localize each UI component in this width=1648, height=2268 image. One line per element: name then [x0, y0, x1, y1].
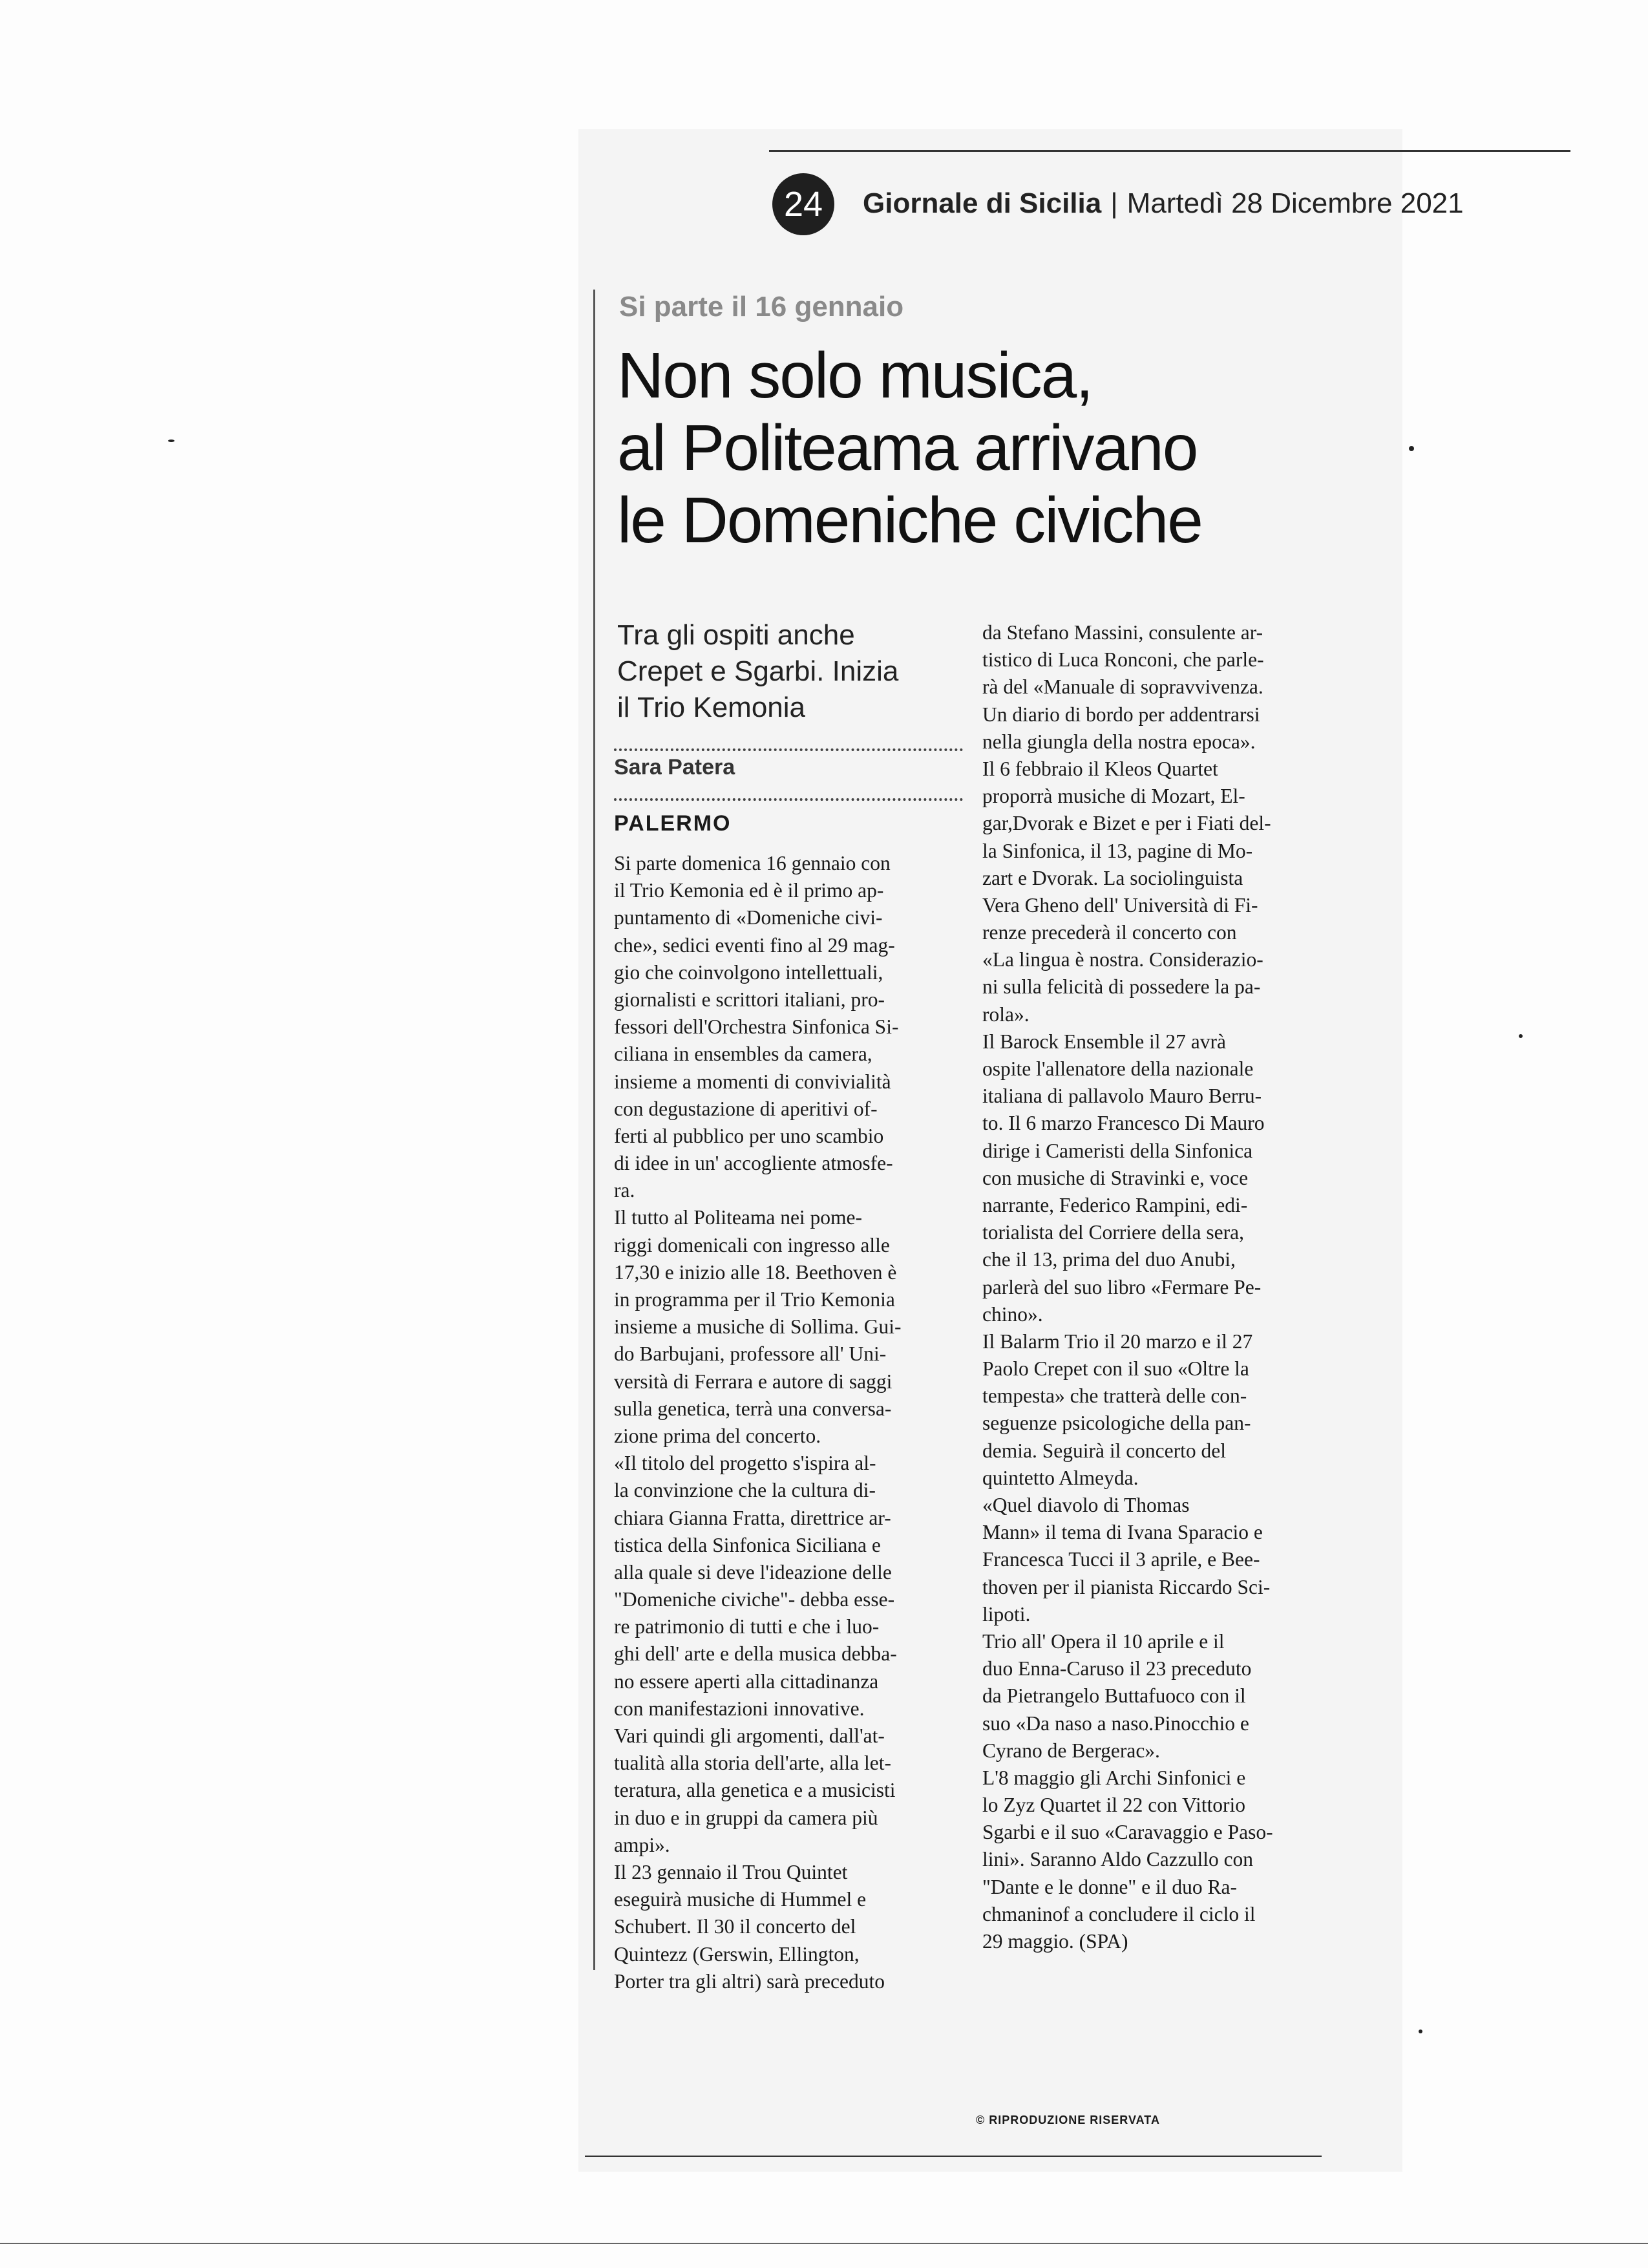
- article-text-line: Schubert. Il 30 il concerto del: [614, 1915, 856, 1938]
- subhead-line: Crepet e Sgarbi. Inizia: [617, 655, 899, 687]
- article-dateline: PALERMO: [614, 811, 732, 836]
- article-author: Sara Patera: [614, 755, 735, 779]
- article-text-line: la Sinfonica, il 13, pagine di Mo-: [982, 839, 1253, 862]
- article-text-line: eseguirà musiche di Hummel e: [614, 1888, 867, 1911]
- article-text-line: ciliana in ensembles da camera,: [614, 1043, 872, 1066]
- scan-speck: [1419, 2030, 1422, 2033]
- article-text-line: dirige i Cameristi della Sinfonica: [982, 1139, 1253, 1162]
- subhead-line: Tra gli ospiti anche: [617, 619, 855, 651]
- article-text-line: tistico di Luca Ronconi, che parle-: [982, 648, 1264, 672]
- newspaper-name: Giornale di Sicilia: [863, 187, 1102, 219]
- article-text-line: in duo e in gruppi da camera più: [614, 1806, 878, 1829]
- masthead-line: [863, 187, 1464, 220]
- article-text-line: Francesca Tucci il 3 aprile, e Bee-: [982, 1548, 1260, 1571]
- article-text-line: Vari quindi gli argomenti, dall'at-: [614, 1724, 885, 1747]
- article-text-line: "Dante e le donne" e il duo Ra-: [982, 1875, 1237, 1898]
- article-text-line: insieme a momenti di convivialità: [614, 1070, 891, 1093]
- page-bottom-rule: [0, 2243, 1648, 2244]
- article-text-line: lo Zyz Quartet il 22 con Vittorio: [982, 1794, 1245, 1817]
- article-text-line: sulla genetica, terrà una conversa-: [614, 1397, 892, 1420]
- article-text-line: gar,Dvorak e Bizet e per i Fiati del-: [982, 812, 1271, 835]
- article-headline: [617, 339, 1419, 556]
- masthead: [772, 173, 1548, 244]
- article-subhead: [617, 617, 960, 726]
- article-text-line: ampi».: [614, 1833, 670, 1856]
- article-text-line: «Il titolo del progetto s'ispira al-: [614, 1452, 876, 1475]
- article-text-line: teratura, alla genetica e a musicisti: [614, 1779, 896, 1802]
- article-text-line: da Stefano Massini, consulente ar-: [982, 621, 1263, 644]
- article-text-line: riggi domenicali con ingresso alle: [614, 1233, 890, 1256]
- article-text-line: quintetto Almeyda.: [982, 1466, 1139, 1489]
- article-text-line: Trio all' Opera il 10 aprile e il: [982, 1629, 1225, 1653]
- scan-speck: [168, 440, 174, 442]
- article-text-line: con degustazione di aperitivi of-: [614, 1097, 878, 1120]
- article-text-line: puntamento di «Domeniche civi-: [614, 906, 883, 929]
- headline-line: al Politeama arrivano: [617, 412, 1198, 484]
- article-text-line: Quintezz (Gerswin, Ellington,: [614, 1942, 860, 1966]
- article-text-line: torialista del Corriere della sera,: [982, 1221, 1244, 1244]
- article-kicker: Si parte il 16 gennaio: [619, 291, 904, 323]
- headline-line: Non solo musica,: [617, 339, 1092, 412]
- left-margin-rule: [593, 290, 595, 1970]
- article-text-line: ni sulla felicità di possedere la pa-: [982, 975, 1261, 999]
- article-text-line: chino».: [982, 1302, 1043, 1326]
- article-text-line: parlerà del suo libro «Fermare Pe-: [982, 1275, 1262, 1298]
- article-text-line: Un diario di bordo per addentrarsi: [982, 703, 1260, 726]
- article-text-line: rola».: [982, 1002, 1030, 1026]
- article-column-1: [614, 850, 963, 1995]
- article-text-line: ra.: [614, 1179, 635, 1202]
- divider-dotted: [614, 798, 963, 801]
- article-text-line: ferti al pubblico per uno scambio: [614, 1124, 884, 1147]
- article-column-2: [982, 619, 1351, 1955]
- article-text-line: zione prima del concerto.: [614, 1424, 821, 1447]
- article-text-line: Si parte domenica 16 gennaio con: [614, 852, 891, 874]
- article-text-line: ghi dell' arte e della musica debba-: [614, 1642, 897, 1666]
- article-text-line: zart e Dvorak. La sociolinguista: [982, 866, 1243, 889]
- top-rule: [769, 150, 1570, 152]
- subhead-line: il Trio Kemonia: [617, 692, 806, 723]
- article-text-line: 29 maggio. (SPA): [982, 1930, 1128, 1953]
- article-text-line: Porter tra gli altri) sarà preceduto: [614, 1969, 885, 1993]
- article-text-line: renze precederà il concerto con: [982, 921, 1237, 944]
- article-text-line: 17,30 e inizio alle 18. Beethoven è: [614, 1260, 897, 1284]
- article-text-line: rà del «Manuale di sopravvivenza.: [982, 675, 1263, 699]
- article-text-line: versità di Ferrara e autore di saggi: [614, 1370, 893, 1393]
- article-text-line: «La lingua è nostra. Considerazio-: [982, 948, 1263, 971]
- article-text-line: to. Il 6 marzo Francesco Di Mauro: [982, 1112, 1265, 1135]
- article-text-line: lini». Saranno Aldo Cazzullo con: [982, 1848, 1254, 1871]
- article-text-line: Paolo Crepet con il suo «Oltre la: [982, 1357, 1249, 1381]
- article-text-line: lipoti.: [982, 1602, 1031, 1626]
- article-text-line: con musiche di Stravinki e, voce: [982, 1166, 1249, 1189]
- article-text-line: Sgarbi e il suo «Caravaggio e Paso-: [982, 1821, 1273, 1844]
- article-text-line: chmaninof a concludere il ciclo il: [982, 1902, 1256, 1925]
- article-text-line: "Domeniche civiche"- debba esse-: [614, 1588, 895, 1611]
- article-text-line: nella giungla della nostra epoca».: [982, 730, 1256, 753]
- article-text-line: L'8 maggio gli Archi Sinfonici e: [982, 1766, 1246, 1789]
- article-text-line: seguenze psicologiche della pan-: [982, 1412, 1251, 1435]
- article-text-line: insieme a musiche di Sollima. Gui-: [614, 1315, 902, 1339]
- article-text-line: il Trio Kemonia ed è il primo ap-: [614, 879, 884, 902]
- article-text-line: Il 23 gennaio il Trou Quintet: [614, 1860, 848, 1883]
- article-text-line: la convinzione che la cultura di-: [614, 1479, 876, 1502]
- article-text-line: no essere aperti alla cittadinanza: [614, 1669, 879, 1693]
- masthead-separator: |: [1110, 187, 1118, 219]
- article-text-line: Mann» il tema di Ivana Sparacio e: [982, 1521, 1263, 1544]
- article-text-line: Vera Gheno dell' Università di Fi-: [982, 893, 1258, 917]
- article-text-line: narrante, Federico Rampini, edi-: [982, 1193, 1248, 1216]
- page-number-badge: 24: [772, 173, 834, 235]
- article-text-line: ospite l'allenatore della nazionale: [982, 1057, 1254, 1080]
- scan-speck: [1519, 1034, 1523, 1038]
- headline-line: le Domeniche civiche: [617, 484, 1202, 556]
- article-text-line: gio che coinvolgono intellettuali,: [614, 960, 883, 984]
- article-text-line: «Quel diavolo di Thomas: [982, 1494, 1190, 1516]
- article-text-line: giornalisti e scrittori italiani, pro-: [614, 988, 885, 1011]
- article-text-line: in programma per il Trio Kemonia: [614, 1288, 895, 1311]
- article-text-line: do Barbujani, professore all' Uni-: [614, 1342, 887, 1366]
- divider-dotted: [614, 748, 963, 751]
- article-text-line: Il Balarm Trio il 20 marzo e il 27: [982, 1330, 1253, 1353]
- article-text-line: tualità alla storia dell'arte, alla let-: [614, 1752, 891, 1775]
- article-text-line: duo Enna-Caruso il 23 preceduto: [982, 1657, 1252, 1680]
- article-text-line: di idee in un' accogliente atmosfe-: [614, 1152, 893, 1175]
- copyright-note: © RIPRODUZIONE RISERVATA: [976, 2114, 1160, 2126]
- article-text-line: Il tutto al Politeama nei pome-: [614, 1206, 863, 1229]
- article-text-line: da Pietrangelo Buttafuoco con il: [982, 1684, 1246, 1708]
- article-text-line: che il 13, prima del duo Anubi,: [982, 1248, 1236, 1271]
- article-text-line: Cyrano de Bergerac».: [982, 1739, 1160, 1762]
- article-text-line: italiana di pallavolo Mauro Berru-: [982, 1085, 1262, 1108]
- article-text-line: proporrà musiche di Mozart, El-: [982, 785, 1245, 808]
- scan-speck: [1409, 446, 1414, 451]
- article-text-line: che», sedici eventi fino al 29 mag-: [614, 933, 895, 957]
- article-text-line: con manifestazioni innovative.: [614, 1697, 865, 1720]
- article-text-line: fessori dell'Orchestra Sinfonica Si-: [614, 1015, 899, 1039]
- article-text-line: re patrimonio di tutti e che i luo-: [614, 1615, 880, 1638]
- article-text-line: Il Barock Ensemble il 27 avrà: [982, 1030, 1227, 1053]
- bottom-rule: [585, 2156, 1322, 2157]
- article-text-line: alla quale si deve l'ideazione delle: [614, 1560, 892, 1584]
- article-text-line: Il 6 febbraio il Kleos Quartet: [982, 757, 1218, 780]
- article-text-line: tempesta» che tratterà delle con-: [982, 1384, 1247, 1408]
- article-text-line: suo «Da naso a naso.Pinocchio e: [982, 1712, 1249, 1735]
- article-text-line: demia. Seguirà il concerto del: [982, 1439, 1226, 1462]
- article-text-line: thoven per il pianista Riccardo Sci-: [982, 1575, 1271, 1598]
- article-text-line: tistica della Sinfonica Siciliana e: [614, 1533, 881, 1556]
- publication-date: Martedì 28 Dicembre 2021: [1126, 187, 1464, 219]
- article-text-line: chiara Gianna Fratta, direttrice ar-: [614, 1506, 891, 1529]
